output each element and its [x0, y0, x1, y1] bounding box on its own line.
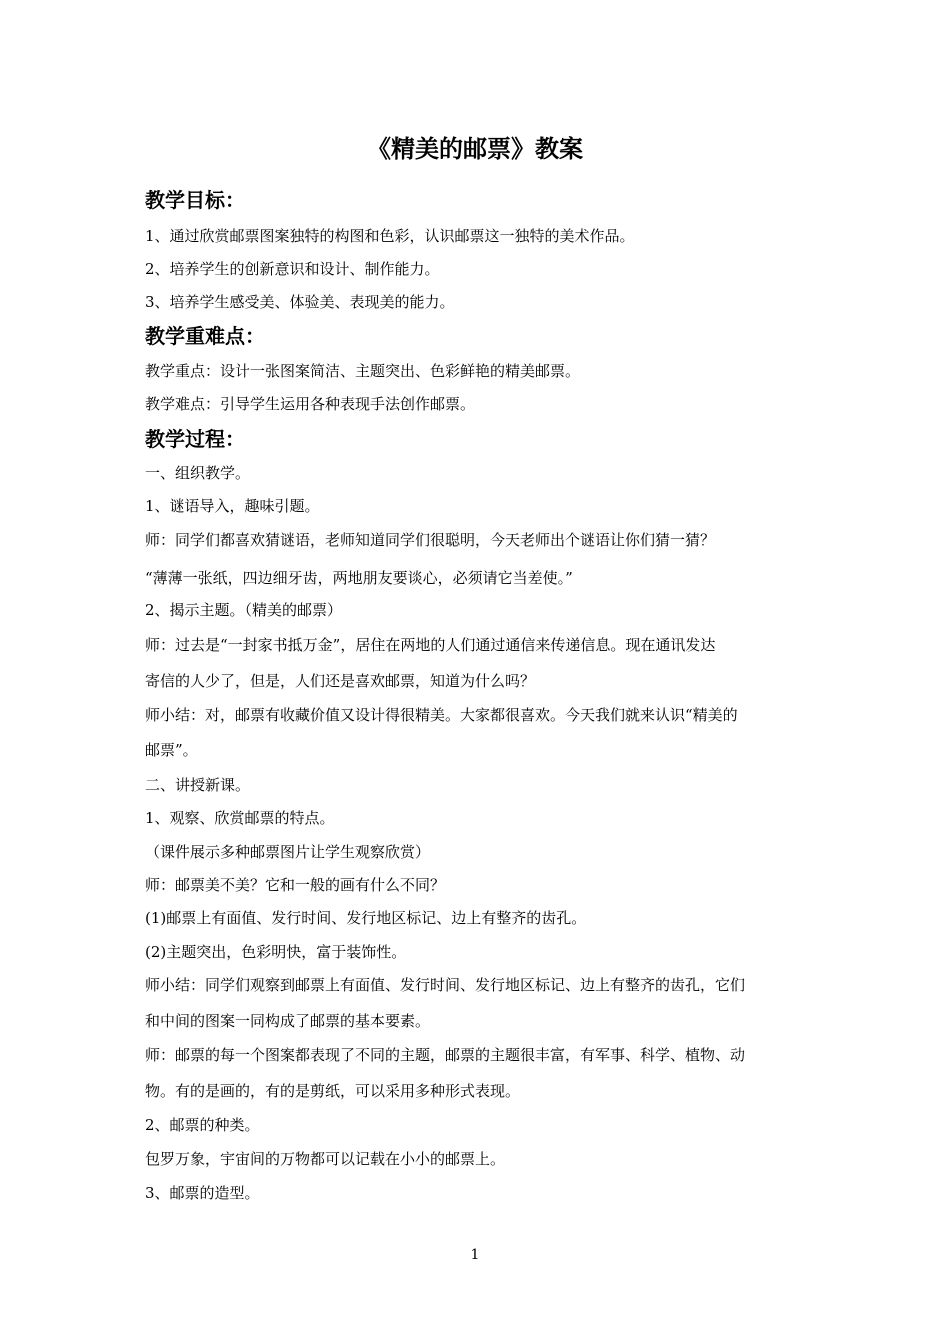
process-line: 邮票”。	[145, 741, 198, 759]
key-point-item: 教学难点：引导学生运用各种表现手法创作邮票。	[145, 395, 476, 413]
process-line: (1)邮票上有面值、发行时间、发行地区标记、边上有整齐的齿孔。	[145, 909, 587, 927]
key-point-item: 教学重点：设计一张图案简洁、主题突出、色彩鲜艳的精美邮票。	[145, 362, 581, 380]
heading-key-points: 教学重难点：	[145, 324, 265, 348]
process-line: 师：同学们都喜欢猜谜语，老师知道同学们很聪明，今天老师出个谜语让你们猜一猜？	[145, 531, 716, 549]
process-line: 1、谜语导入，趣味引题。	[145, 497, 320, 515]
process-line: 1、观察、欣赏邮票的特点。	[145, 809, 335, 827]
process-line: 师小结：对，邮票有收藏价值又设计得很精美。大家都很喜欢。今天我们就来认识“精美的	[145, 706, 738, 724]
process-line: 寄信的人少了，但是，人们还是喜欢邮票，知道为什么吗？	[145, 672, 536, 690]
objective-item: 3、培养学生感受美、体验美、表现美的能力。	[145, 293, 455, 311]
process-line: 2、邮票的种类。	[145, 1116, 260, 1134]
process-line: 和中间的图案一同构成了邮票的基本要素。	[145, 1012, 431, 1030]
process-line: 师小结：同学们观察到邮票上有面值、发行时间、发行地区标记、边上有整齐的齿孔，它们	[145, 976, 746, 994]
process-line: “薄薄一张纸，四边细牙齿，两地朋友要谈心，必须请它当差使。”	[145, 569, 573, 587]
page-number: 1	[470, 1247, 480, 1263]
process-line: (2)主题突出，色彩明快，富于装饰性。	[145, 943, 407, 961]
process-line: 2、揭示主题。（精美的邮票）	[145, 601, 343, 619]
process-line: 师：邮票美不美？它和一般的画有什么不同？	[145, 876, 446, 894]
process-line: （课件展示多种邮票图片让学生观察欣赏）	[145, 843, 431, 861]
objective-item: 1、通过欣赏邮票图案独特的构图和色彩，认识邮票这一独特的美术作品。	[145, 227, 635, 245]
process-line: 包罗万象，宇宙间的万物都可以记载在小小的邮票上。	[145, 1150, 506, 1168]
process-line: 一、组织教学。	[145, 464, 251, 482]
process-line: 师：邮票的每一个图案都表现了不同的主题，邮票的主题很丰富，有军事、科学、植物、动	[145, 1046, 746, 1064]
document-title: 《精美的邮票》教案	[367, 135, 583, 163]
process-line: 师：过去是“一封家书抵万金”，居住在两地的人们通过通信来传递信息。现在通讯发达	[145, 636, 716, 654]
process-line: 物。有的是画的，有的是剪纸，可以采用多种形式表现。	[145, 1082, 521, 1100]
heading-objectives: 教学目标：	[145, 188, 245, 212]
heading-process: 教学过程：	[145, 427, 245, 451]
objective-item: 2、培养学生的创新意识和设计、制作能力。	[145, 260, 440, 278]
process-line: 二、讲授新课。	[145, 776, 251, 794]
process-line: 3、邮票的造型。	[145, 1184, 260, 1202]
